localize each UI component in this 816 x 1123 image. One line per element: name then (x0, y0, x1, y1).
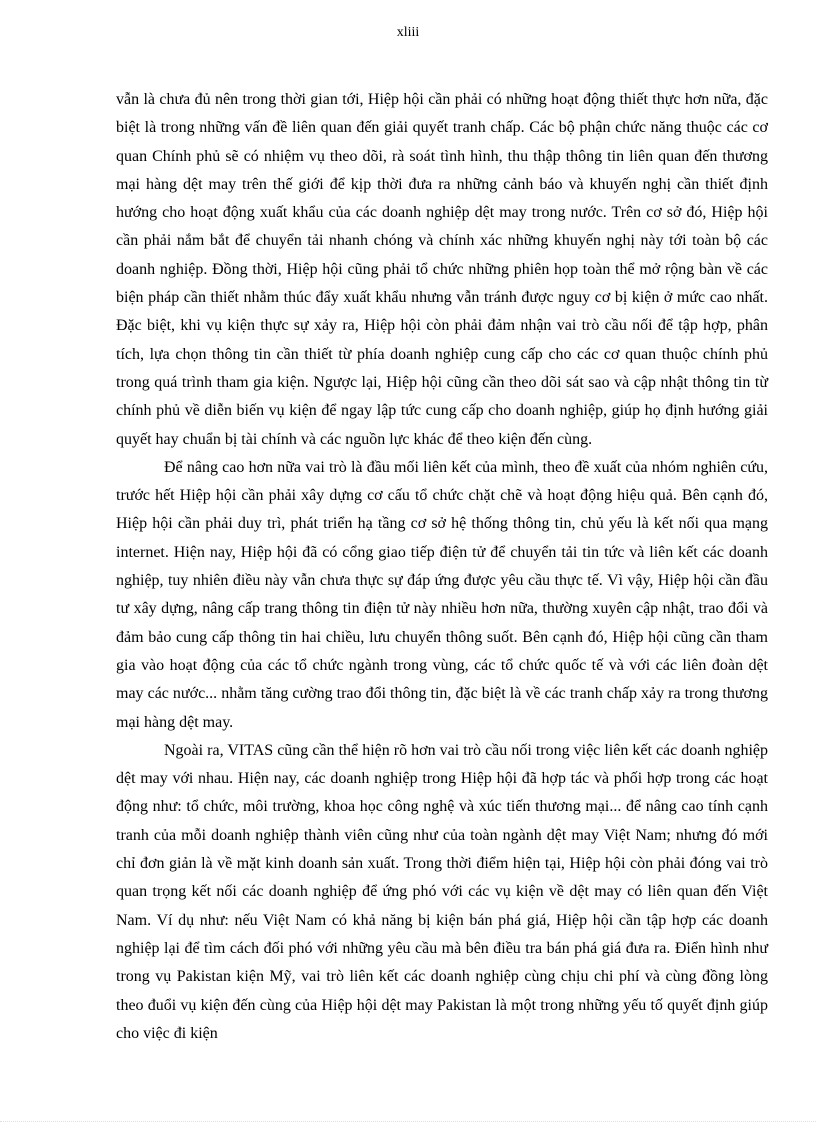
page-number: xliii (396, 25, 420, 40)
paragraph-2: Để nâng cao hơn nữa vai trò là đầu mối liên kết của mình, theo đề xuất của nhóm nghiên cứu, trước hết Hiệp hội cần phải xây dựng cơ cấu tổ chức chặt chẽ và hoạt động hiệu quả. Bên cạnh đó, Hiệp hội cần phải duy trì, phát triển hạ tầng cơ sở hệ thống thông tin, chủ yếu là kết nối qua mạng internet. Hiện nay, Hiệp hội đã có cổng giao tiếp điện tử để chuyển tải tin tức và liên kết các doanh nghiệp, tuy nhiên điều này vẫn chưa thực sự đáp ứng được yêu cầu thực tế. Vì vậy, Hiệp hội cần đầu tư xây dựng, nâng cấp trang thông tin điện tử này nhiều hơn nữa, thường xuyên cập nhật, trao đổi và đảm bảo cung cấp thông tin hai chiều, lưu chuyển thông suốt. Bên cạnh đó, Hiệp hội cũng cần tham gia vào hoạt động của các tổ chức ngành trong vùng, các tổ chức quốc tế và với các liên đoàn dệt may các nước... nhằm tăng cường trao đổi thông tin, đặc biệt là về các tranh chấp xảy ra trong thương mại hàng dệt may. (116, 458, 768, 731)
paragraph-1: vẫn là chưa đủ nên trong thời gian tới, Hiệp hội cần phải có những hoạt động thiết thực hơn nữa, đặc biệt là trong những vấn đề liên quan đến giải quyết tranh chấp. Các bộ phận chức năng thuộc các cơ quan Chính phủ sẽ có nhiệm vụ theo dõi, rà soát tình hình, thu thập thông tin liên quan đến thương mại hàng dệt may trên thế giới để kịp thời đưa ra những cảnh báo và khuyến nghị cần thiết định hướng cho hoạt động xuất khẩu của các doanh nghiệp dệt may trong nước. Trên cơ sở đó, Hiệp hội cần phải nắm bắt để chuyển tải nhanh chóng và chính xác những khuyến nghị này tới toàn bộ các doanh nghiệp. Đồng thời, Hiệp hội cũng phải tổ chức những phiên họp toàn thể mở rộng bàn về các biện pháp cần thiết nhằm thúc đẩy xuất khẩu nhưng vẫn tránh được nguy cơ bị kiện ở mức cao nhất. Đặc biệt, khi vụ kiện thực sự xảy ra, Hiệp hội còn phải đảm nhận vai trò cầu nối để tập hợp, phân tích, lựa chọn thông tin cần thiết từ phía doanh nghiệp cung cấp cho các cơ quan thuộc chính phủ trong quá trình tham gia kiện. Ngược lại, Hiệp hội cũng cần theo dõi sát sao và cập nhật thông tin từ chính phủ về diễn biến vụ kiện để ngay lập tức cung cấp cho doanh nghiệp, giúp họ định hướng giải quyết hay chuẩn bị tài chính và các nguồn lực khác để theo kiện đến cùng. (116, 91, 768, 448)
page-bottom-rule (0, 1121, 816, 1122)
body-text (116, 86, 768, 1048)
paragraph-3: Ngoài ra, VITAS cũng cần thể hiện rõ hơn vai trò cầu nối trong việc liên kết các doanh nghiệp dệt may với nhau. Hiện nay, các doanh nghiệp trong Hiệp hội đã hợp tác và phối hợp trong các hoạt động như: tổ chức, môi trường, khoa học công nghệ và xúc tiến thương mại... để nâng cao tính cạnh tranh của mỗi doanh nghiệp thành viên cũng như của toàn ngành dệt may Việt Nam; nhưng đó mới chỉ đơn giản là về mặt kinh doanh sản xuất. Trong thời điểm hiện tại, Hiệp hội còn phải đóng vai trò quan trọng kết nối các doanh nghiệp để ứng phó với các vụ kiện về dệt may có liên quan đến Việt Nam. Ví dụ như: nếu Việt Nam có khả năng bị kiện bán phá giá, Hiệp hội cần tập hợp các doanh nghiệp lại để tìm cách đối phó với những yêu cầu mà bên điều tra bán phá giá đưa ra. Điển hình như trong vụ Pakistan kiện Mỹ, vai trò liên kết các doanh nghiệp cùng chịu chi phí và cùng đồng lòng theo đuổi vụ kiện đến cùng của Hiệp hội dệt may Pakistan là một trong những yếu tố quyết định giúp cho việc đi kiện (116, 741, 768, 1042)
